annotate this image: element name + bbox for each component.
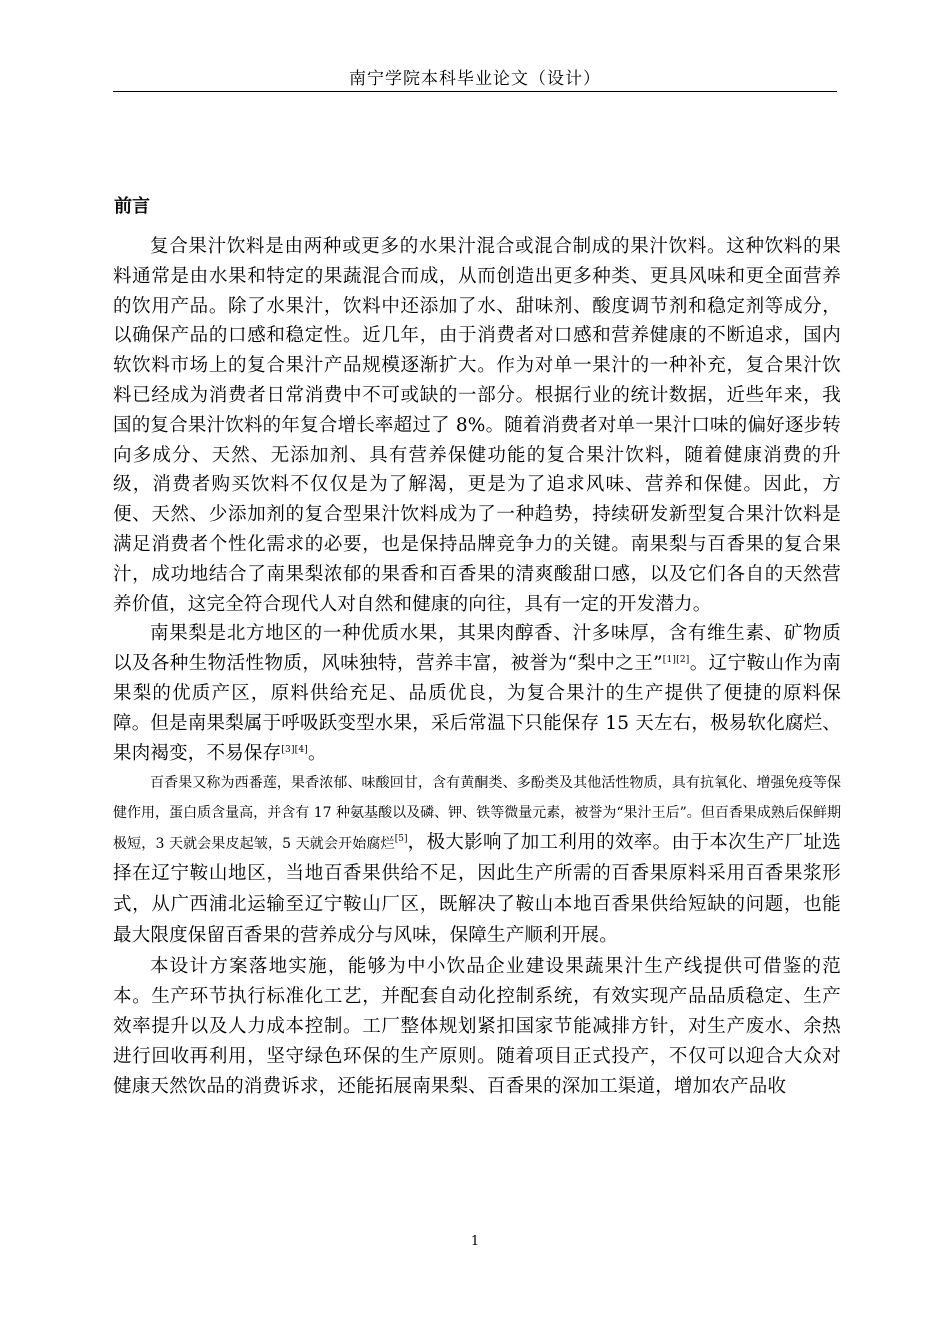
paragraph-2-text-c: 。 <box>308 742 327 764</box>
paragraph-3-text-large: ，极大影响了加工利用的效率。由于本次生产厂址选择在辽宁鞍山地区，当地百香果供给不足，因此生产所需的百香果原料采用百香果浆形式，从广西浦北运输至辽宁鞍山厂区，既解决了鞍山本地百香果供给短缺的问题，也能最大限度保留百香果的营养成分与风味，保障生产顺利开展。 <box>113 832 841 947</box>
paragraph-2-text-b: 。辽宁鞍山作为南果梨的优质产区，原料供给充足、品质优良，为复合果汁的生产提供了便捷的原料保障。但是南果梨属于呼吸跃变型水果，采后常温下只能保存 15 天左右，极易软化腐烂、果肉褐变，不易保存 <box>113 653 842 764</box>
header-divider <box>113 91 837 92</box>
paragraph-1: 复合果汁饮料是由两种或更多的水果汁混合或混合制成的果汁饮料。这种饮料的果料通常是由水果和特定的果蔬混合而成，从而创造出更多种类、更具风味和更全面营养的饮用产品。除了水果汁，饮料中还添加了水、甜味剂、酸度调节剂和稳定剂等成分，以确保产品的口感和稳定性。近几年，由于消费者对口感和营养健康的不断追求，国内软饮料市场上的复合果汁产品规模逐渐扩大。作为对单一果汁的一种补充，复合果汁饮料已经成为消费者日常消费中不可或缺的一部分。根据行业的统计数据，近些年来，我国的复合果汁饮料的年复合增长率超过了 8%。随着消费者对单一果汁口味的偏好逐步转向多成分、天然、无添加剂、具有营养保健功能的复合果汁饮料，随着健康消费的升级，消费者购买饮料不仅仅是为了解渴，更是为了追求风味、营养和保健。因此，方便、天然、少添加剂的复合型果汁饮料成为了一种趋势，持续研发新型复合果汁饮料是满足消费者个性化需求的必要，也是保持品牌竞争力的关键。南果梨与百香果的复合果汁，成功地结合了南果梨浓郁的果香和百香果的清爽酸甜口感，以及它们各自的天然营养价值，这完全符合现代人对自然和健康的向往，具有一定的开发潜力。 <box>113 236 841 615</box>
paragraph-3-text-small: 百香果又称为西番莲，果香浓郁、味酸回甘，含有黄酮类、多酚类及其他活性物质，具有抗氧化、增强免疫等保健作用，蛋白质含量高，并含有 17 种氨基酸以及磷、钾、铁等微量元素，被誉为“果汁王后”。但百香果成熟后保鲜期极短，3 天就会果皮起皱，5 天就会开始腐烂 <box>113 775 841 853</box>
citation-1-2: [1][2] <box>662 655 690 666</box>
paragraph-2 <box>113 619 841 768</box>
citation-5: [5] <box>394 834 408 845</box>
paragraph-2-text-a: 南果梨是北方地区的一种优质水果，其果肉醇香、汁多味厚，含有维生素、矿物质以及各种生物活性物质，风味独特，营养丰富，被誉为“梨中之王” <box>113 623 841 675</box>
running-header: 南宁学院本科毕业论文（设计） <box>349 69 601 89</box>
paragraph-4: 本设计方案落地实施，能够为中小饮品企业建设果蔬果汁生产线提供可借鉴的范本。生产环节执行标准化工艺，并配套自动化控制系统，有效实现产品品质稳定、生产效率提升以及人力成本控制。工厂整体规划紧扣国家节能减排方针，对生产废水、余热进行回收再利用，坚守绿色环保的生产原则。随着项目正式投产，不仅可以迎合大众对健康天然饮品的消费诉求，还能拓展南果梨、百香果的深加工渠道，增加农产品收 <box>113 956 841 1097</box>
page-number: 1 <box>470 1234 480 1249</box>
paragraph-3 <box>113 768 841 952</box>
section-title: 前言 <box>114 196 150 217</box>
citation-3-4: [3][4] <box>281 744 309 755</box>
body-text <box>113 232 841 1101</box>
